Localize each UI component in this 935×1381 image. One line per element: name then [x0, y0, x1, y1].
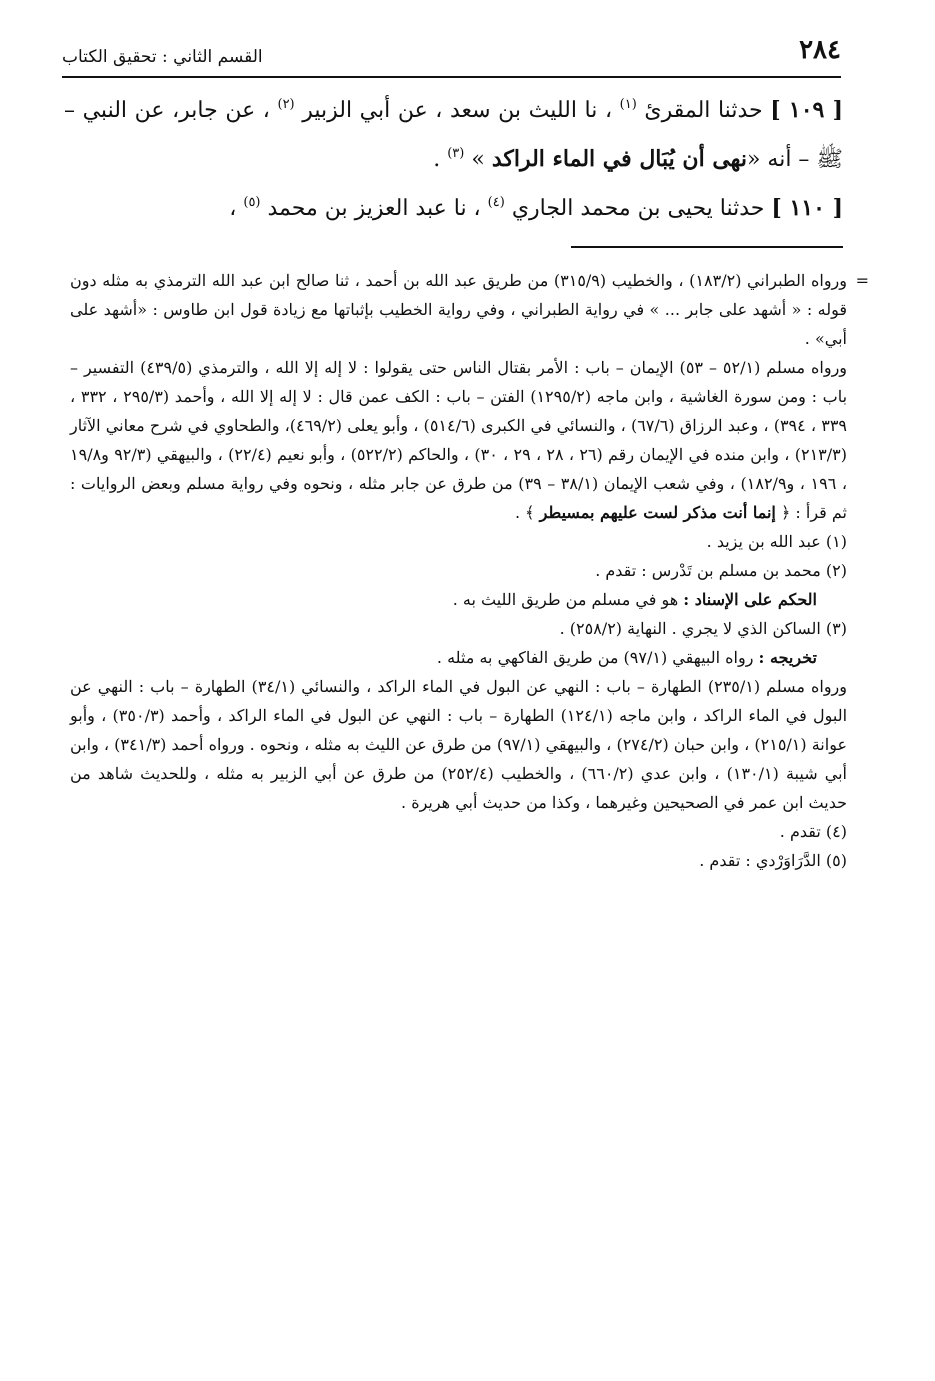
- hadith-text: ، نا عبد العزيز بن محمد: [267, 196, 481, 221]
- footnote-ref: (٢): [277, 97, 295, 112]
- footnote-separator: [571, 246, 843, 248]
- hadith-text: »: [471, 147, 485, 172]
- footnote-text: رواه البيهقي (٩٧/١) من طريق الفاكهي به مثله .: [436, 648, 754, 667]
- hadith-number: [ ١٠٩ ]: [770, 97, 843, 123]
- hadith-matn: نهى أن يُبَال في الماء الراكد: [491, 146, 747, 172]
- footnote-ref: (٥): [243, 195, 261, 210]
- hadith-text: ،: [229, 196, 237, 221]
- footnote-5: (٥) الدَّرَاوَرْدي : تقدم .: [699, 851, 847, 870]
- hadith-110: [64, 184, 843, 233]
- quran-verse: إنما أنت مذكر لست عليهم بمسيطر: [539, 503, 776, 522]
- footnote-2: (٢) محمد بن مسلم بن تَدْرس : تقدم .: [595, 561, 847, 580]
- section-label: الحكم على الإسناد :: [683, 590, 817, 609]
- footnote-ref: (١): [619, 97, 637, 112]
- page-number: ٢٨٤: [799, 35, 841, 65]
- footnotes: [70, 266, 869, 875]
- main-text: [64, 86, 843, 233]
- page-header: [62, 32, 841, 78]
- footnote-3-detail: ورواه مسلم (٢٣٥/١) الطهارة – باب : النهي عن البول في الماء الراكد ، والنسائي (٣٤/١) الطهارة – باب : النهي عن البول في الماء الراكد ، وابن ماجه (١٢٤/١) الطهارة – باب : النهي عن البول في الماء الراكد ، وأحمد (٣٥٠/٣) ، وأبو عوانة (٢١٥/١) ، وابن حبان (٢٧٤/٢) ، والبيهقي (٩٧/١) من طرق عن الليث به مثله ، ونحوه . ورواه أحمد (٣٤١/٣) ، وابن أبي شيبة (١٣٠/١) ، وابن عدي (٦٦٠/٢) ، والخطيب (٢٥٢/٤) من طرق عن أبي الزبير به مثله ، وللحديث شاهد من حديث ابن عمر في الصحيحين وغيرهما ، وكذا من حديث أبي هريرة .: [70, 677, 848, 812]
- hadith-text: ، عن جابر، عن النبي – ﷺ – أنه «: [64, 98, 843, 172]
- hadith-text: .: [433, 147, 441, 172]
- footnote-3-takhrij: [70, 643, 847, 672]
- hadith-text: ، نا الليث بن سعد ، عن أبي الزبير: [302, 98, 613, 123]
- footnote-text: هو في مسلم من طريق الليث به .: [452, 590, 679, 609]
- hadith-number: [ ١١٠ ]: [771, 195, 843, 221]
- footnote-continuation: ورواه الطبراني (١٨٣/٢) ، والخطيب (٣١٥/٩) من طريق عبد الله بن أحمد ، ثنا صالح ابن عبد الله الترمذي به مثله دون قوله : « أشهد على جابر ... » في رواية الطبراني ، وفي رواية الخطيب بإثباتها مع زيادة قول ابن طاوس : «أشهد على أبي» .: [70, 271, 847, 348]
- hadith-text: حدثنا يحيى بن محمد الجاري: [511, 196, 765, 221]
- footnote-text: ﴾ .: [515, 503, 535, 522]
- footnote-4: (٤) تقدم .: [779, 822, 847, 841]
- footnote-1: (١) عبد الله بن يزيد .: [706, 532, 847, 551]
- section-label: تخريجه :: [758, 648, 817, 667]
- footnote-3: (٣) الساكن الذي لا يجري . النهاية (٢٥٨/٢) .: [559, 619, 847, 638]
- footnote-text: ورواه مسلم (٥٢/١ – ٥٣) الإيمان – باب : الأمر بقتال الناس حتى يقولوا : لا إله إلا الله ، والترمذي (٤٣٩/٥) التفسير – باب : ومن سورة الغاشية ، وابن ماجه (١٢٩٥/٢) الفتن – باب : الكف عمن قال : لا إله إلا الله ، وأحمد (٢٩٥/٣ ، ٣٣٢ ، ٣٣٩ ، ٣٩٤) ، وعبد الرزاق (٦٧/٦) ، والنسائي في الكبرى (٥١٤/٦) ، وأبو يعلى (٤٦٩/٢)، والطحاوي في شرح معاني الآثار (٢١٣/٣) ، وابن منده في الإيمان رقم (٢٦ ، ٢٨ ، ٢٩ ، ٣٠) ، والحاكم (٥٢٢/٢) ، وأبو نعيم (٢٢/٤) ، والبيهقي (٩٢/٣ و١٩/٨ ، ١٩٦ ، و١٨٢/٩) ، وفي شعب الإيمان (٣٨/١ – ٣٩) من طرق عن جابر مثله ، ونحوه وفي رواية مسلم وبعض الروايات : ثم قرأ : ﴿: [70, 358, 848, 522]
- running-head: القسم الثاني : تحقيق الكتاب: [62, 47, 263, 67]
- footnote-ref: (٤): [487, 195, 505, 210]
- footnote-2-ruling: [70, 585, 847, 614]
- footnote-continuation-2: [70, 353, 847, 527]
- footnote-ref: (٣): [447, 146, 465, 161]
- continuation-mark: =: [855, 271, 869, 290]
- hadith-109: [64, 86, 843, 184]
- hadith-text: حدثنا المقرئ: [644, 98, 763, 123]
